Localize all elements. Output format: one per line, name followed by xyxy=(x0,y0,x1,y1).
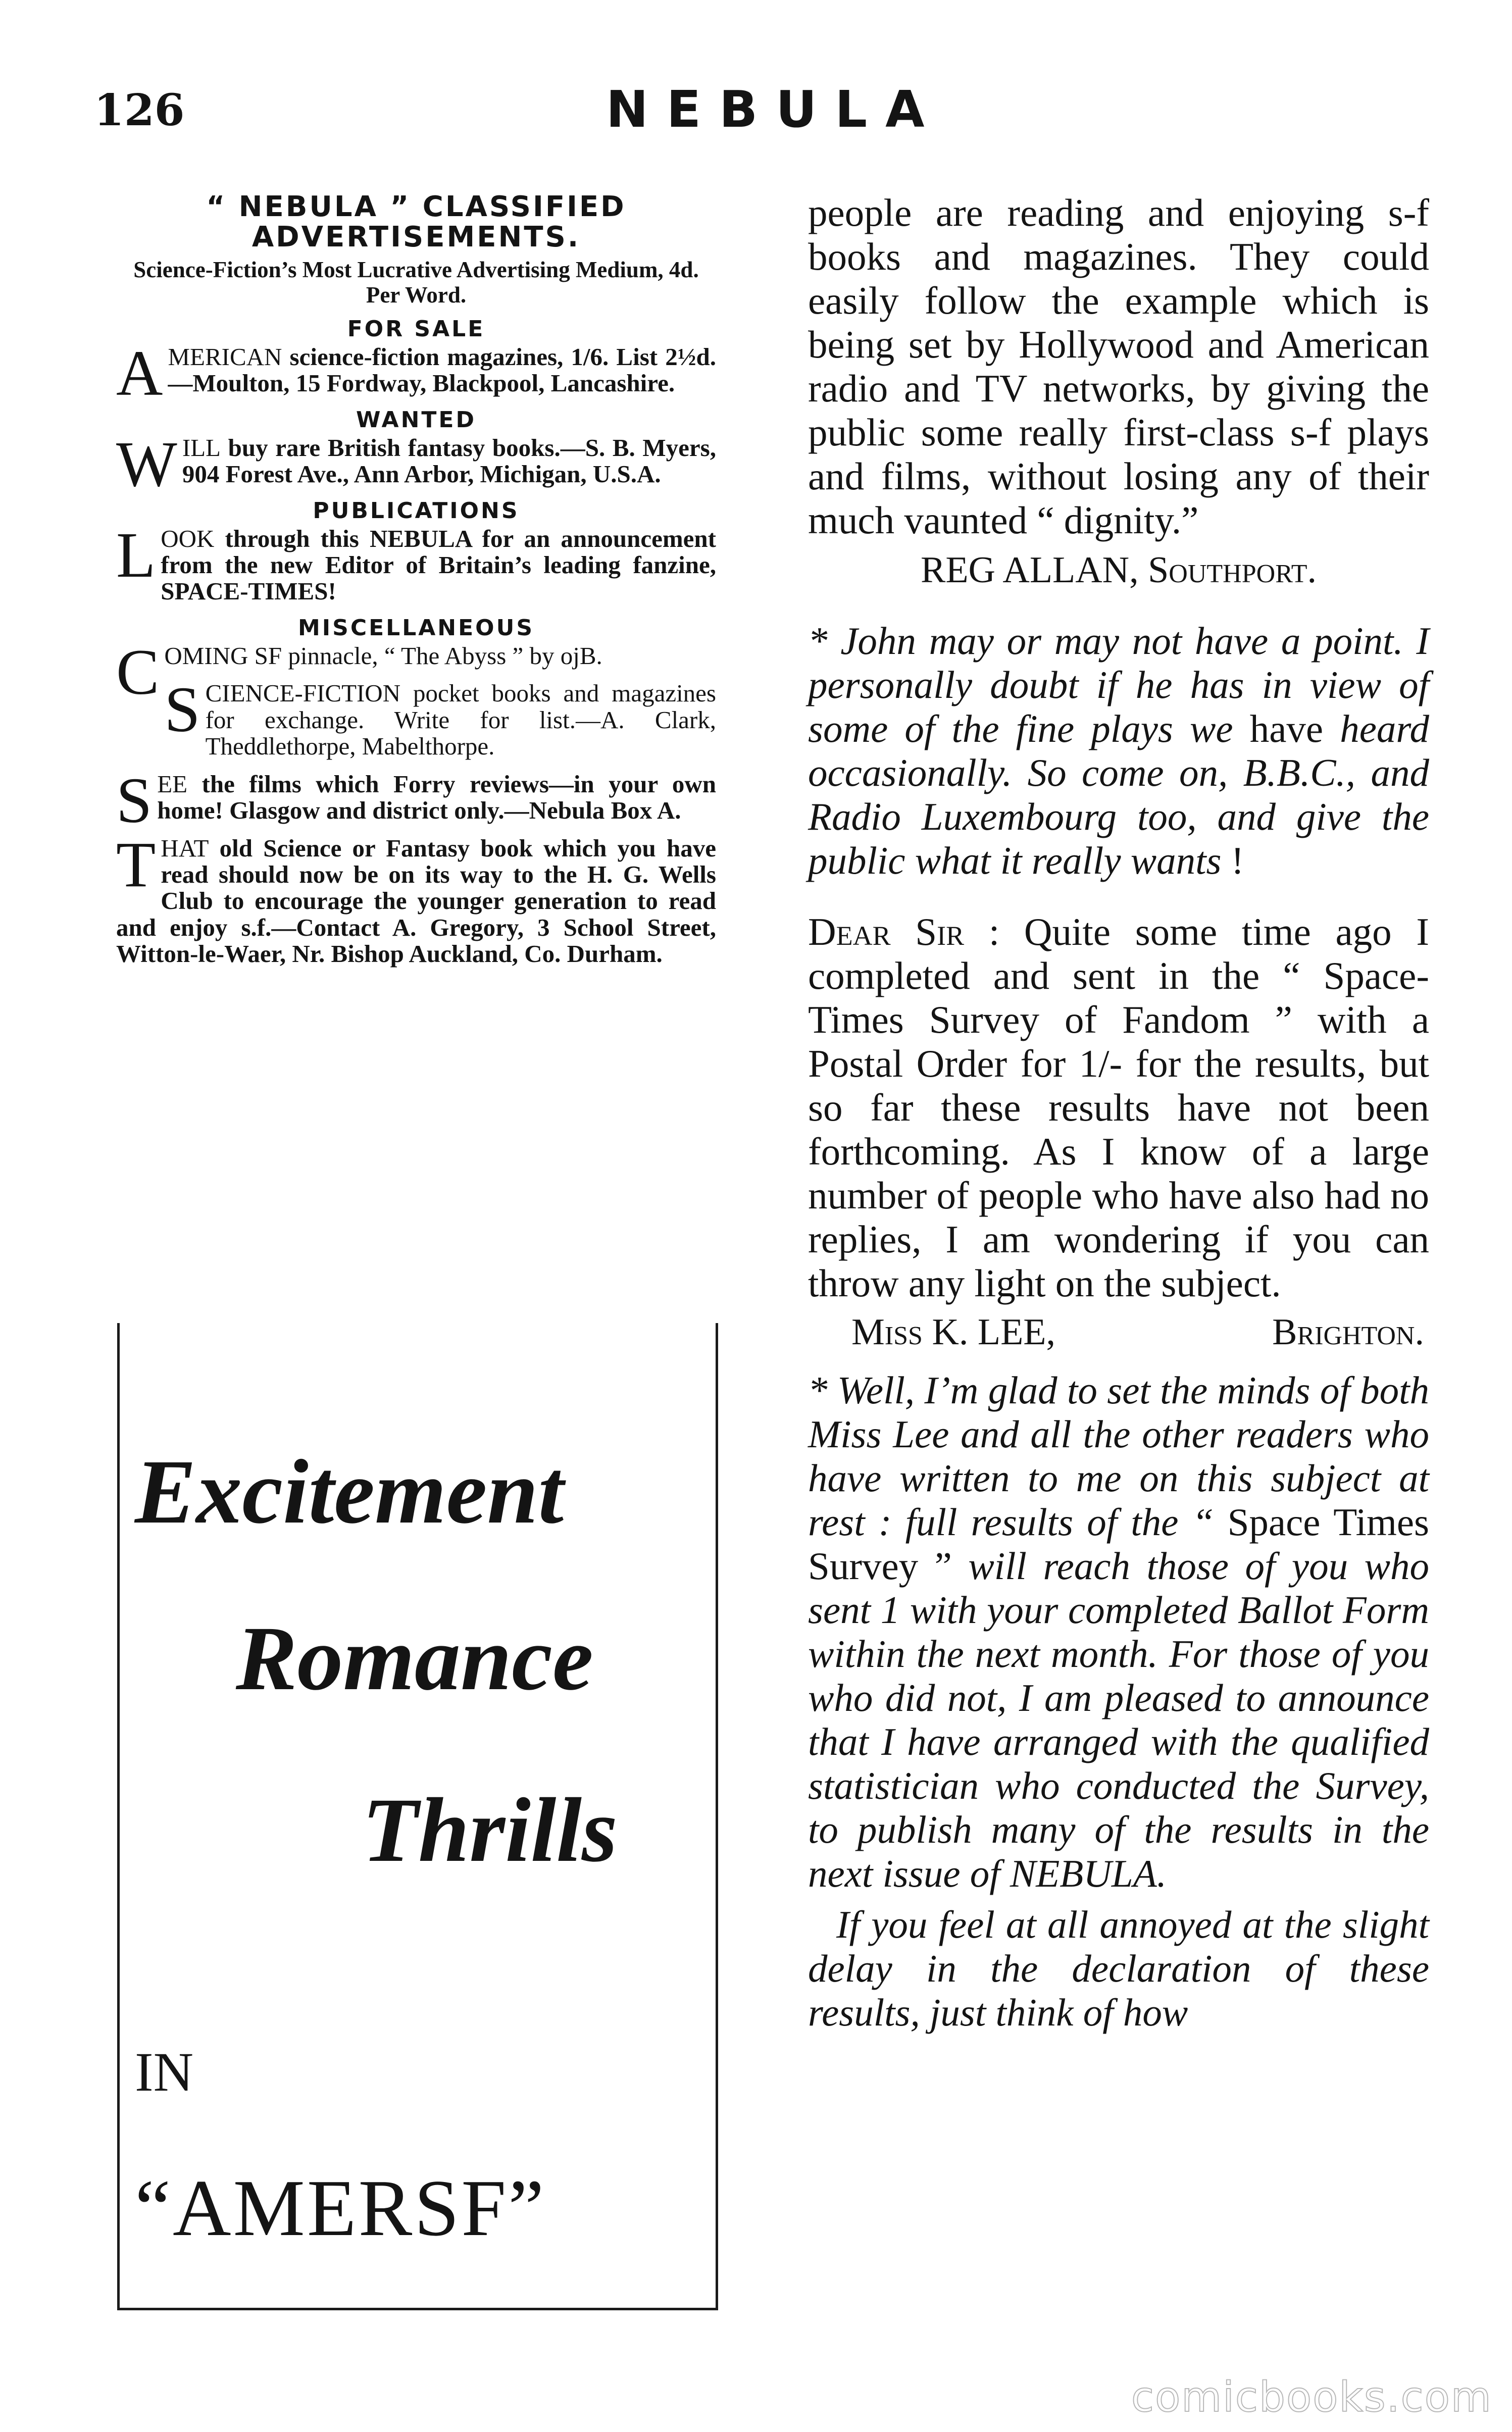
letter-allan-body: people are reading and enjoying s-f books and magazines. They could easily follow the example which is being set by Hollywood and American radio and TV networks, by giving the public some really first-class s-f plays and films, without losing any of their much vaunted “ dignity.” xyxy=(808,191,1429,542)
reply-text: ! xyxy=(1221,838,1244,882)
drop-cap: A xyxy=(116,337,163,409)
classifieds-title-line1: “ NEBULA ” CLASSIFIED xyxy=(206,190,626,223)
reply-text: heard occasionally. So come on, B.B.C., and Radio Luxembourg too, and give the public what it really wants xyxy=(808,706,1429,882)
letter-lee-signature xyxy=(808,1311,1429,1354)
promo-amersf: “AMERSF” xyxy=(135,2163,546,2253)
editor-reply-1 xyxy=(808,619,1429,883)
reply-text: Space Times Survey ” xyxy=(808,1500,1429,1588)
editor-reply-2 xyxy=(808,1369,1429,1896)
magazine-title: NEBULA xyxy=(606,80,943,139)
ad-lead: OMING xyxy=(164,641,248,670)
ad-lead: OOK xyxy=(161,524,215,552)
signature-name: Miss K. LEE, xyxy=(851,1311,1056,1353)
ad-lead: HAT xyxy=(161,834,209,862)
letter-salutation: Dear Sir : xyxy=(808,909,1000,953)
letter-allan-signature xyxy=(808,549,1429,592)
section-for-sale: FOR SALE xyxy=(347,316,485,342)
signature-place: Southport. xyxy=(1148,549,1317,591)
drop-cap: C xyxy=(116,636,160,708)
ad-see-films xyxy=(116,764,716,836)
ad-lead: MERICAN xyxy=(168,342,282,371)
reply-text: will reach those of you who sent 1 xyxy=(808,1544,1429,1632)
ad-body: SF pinnacle, “ The Abyss ” by ojB. xyxy=(248,641,602,670)
ad-body: old Science or Fantasy book which you have read should now be on its way to the H. G. Wells Club to encourage the younger generation to read and enjoy s.f.—Contact A. Gregory, 3 School Street, Witton-le-Waer, Nr. Bishop Auckland, Co. Durham. xyxy=(116,834,716,968)
reply-text: * Well, I’m glad to set the minds of both Miss Lee and all the other readers who have written to me on this subject at rest : full results of the “ xyxy=(808,1369,1429,1544)
reply-text: have xyxy=(1233,706,1340,750)
ad-body: buy rare British fantasy books.—S. B. Myers, 904 Forest Ave., Ann Arbor, Michigan, U.S.A. xyxy=(182,433,716,488)
classifieds-title-line2: ADVERTISEMENTS. xyxy=(251,221,581,254)
amersf-advertisement xyxy=(117,1323,718,2310)
ad-lead: ILL xyxy=(182,433,221,462)
ad-science-fiction-exchange xyxy=(116,674,716,761)
ad-lead: CIENCE-FICTION xyxy=(205,679,401,707)
classifieds-subtitle: Science-Fiction’s Most Lucrative Advertising Medium, 4d. Per Word. xyxy=(133,257,699,308)
drop-cap: L xyxy=(116,519,156,591)
section-wanted: WANTED xyxy=(356,407,477,433)
ad-lead: EE xyxy=(157,770,188,798)
ad-american-magazines xyxy=(116,337,716,409)
watermark: comicbooks.com xyxy=(1131,2373,1492,2421)
reply-text: with your completed Ballot Form within the next month. For those of you who did not, I am pleased to announce that I have arranged with the qualified statistician who conducted the Survey, to publish many of the results in the next issue of NEBULA. xyxy=(808,1588,1430,1896)
ad-body: pocket books and magazines for exchange. Write for list.—A. Clark, Theddlethorpe, Mabelthorpe. xyxy=(205,679,716,761)
section-miscellaneous: MISCELLANEOUS xyxy=(297,615,535,641)
classifieds-column xyxy=(116,192,716,979)
ad-wells-club xyxy=(116,828,716,968)
signature-place: Brighton. xyxy=(1272,1311,1424,1353)
drop-cap: S xyxy=(164,674,200,746)
promo-excitement: Excitement xyxy=(135,1441,564,1543)
promo-in: IN xyxy=(135,2041,194,2103)
ad-british-fantasy xyxy=(116,428,716,500)
ad-body: the films which Forry reviews—in your own home! Glasgow and district only.—Nebula Box A. xyxy=(157,770,716,825)
classifieds-title xyxy=(116,192,716,253)
reply-text: * John may or may not have a point. I personally doubt if he has in view of some of the fine plays we xyxy=(808,619,1429,750)
drop-cap: T xyxy=(116,828,156,900)
promo-romance: Romance xyxy=(236,1608,593,1709)
page-number: 126 xyxy=(94,85,185,136)
drop-cap: W xyxy=(116,428,177,500)
ad-body: through this NEBULA for an announcement from the new Editor of Britain’s leading fanzine, SPACE-TIMES! xyxy=(161,524,716,605)
letter-lee-body xyxy=(808,910,1429,1305)
ad-body: science-fiction magazines, 1/6. List 2½d.—Moulton, 15 Fordway, Blackpool, Lancashire. xyxy=(168,342,716,397)
drop-cap: S xyxy=(116,764,153,836)
letters-column xyxy=(808,191,1429,2035)
letter-text: Quite some time ago I completed and sent in the “ Space-Times Survey of Fandom ” with a Postal Order for 1/- for the results, but so far these results have not been forthcoming. As I know of a large number of people who have also had no replies, I am wondering if you can throw any light on the subject. xyxy=(808,909,1430,1305)
signature-name: REG ALLAN, xyxy=(920,549,1139,591)
promo-thrills: Thrills xyxy=(362,1780,618,1881)
section-publications: PUBLICATIONS xyxy=(313,497,520,524)
editor-reply-3: If you feel at all annoyed at the slight delay in the declaration of these results, just think of how xyxy=(808,1903,1429,2035)
ad-look-through xyxy=(116,519,716,605)
